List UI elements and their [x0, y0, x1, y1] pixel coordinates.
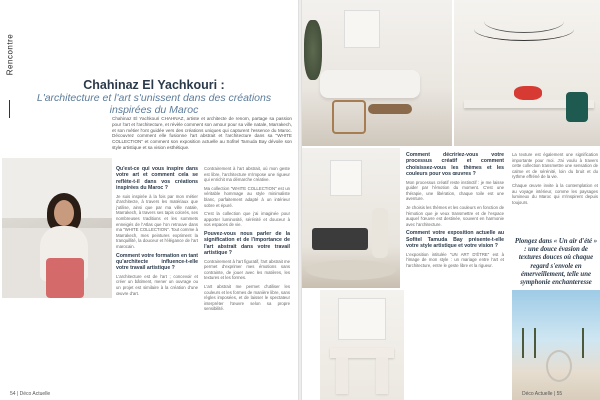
palm-tree — [522, 328, 524, 358]
console-top — [330, 348, 394, 358]
article-intro: Chahinaz El Yachkouri CHAHNAZ, artiste et architecte de renom, partage sa passion pour l'art et l'architecture, et révèle comment son amour pour sa ville natale, Marrakech, et son métier l'ont guidée vers des créations uniques qui capturent l'essence du Maroc. Découvrez comment elle fusionne l'art abstrait et l'architecture dans sa "WHITE COLLECTION" et comment son exposition actuelle au Sofitel Tamuda Bay dévoile son style artistique et sa vision esthétique. — [112, 116, 292, 150]
pendant-lamp-inner — [484, 10, 564, 33]
article-subtitle: L'architecture et l'art s'unissent dans des créations inspirées du Maroc — [36, 92, 272, 116]
article-title-block — [20, 78, 288, 116]
dining-room-photo — [454, 0, 600, 146]
answer-texture-cont: Chaque œuvre invite à la contemplation et au voyage intérieur, comme les paysages lumineux du Maroc qui m'inspirent depuis toujours. — [512, 182, 598, 205]
question-creative-process: Comment décririez-vous votre processus créatif et comment choisissez-vous les thèmes et les couleurs pour vos œuvres ? — [406, 152, 504, 178]
dark-bench — [312, 228, 368, 250]
green-chair — [566, 92, 588, 122]
question-exhibition: Comment votre exposition actuelle au Sofitel Tamuda Bay présente-t-elle votre style artistique et votre vision ? — [406, 230, 504, 250]
answer-abstract-art: Contrairement à l'art figuratif, l'art abstrait me permet d'exprimer mes émotions sans contrainte, de jouer avec les matières, les textures et les formes. — [204, 258, 290, 281]
question-architecture: Comment votre formation en tant qu'architecte influence-t-elle votre travail artistique ? — [116, 252, 198, 272]
section-divider — [9, 100, 10, 118]
answer-architecture: L'architecture est de l'art ; concevoir et créer un bâtiment, mener un ouvrage ou un projet est similaire à la création d'une œuvre d'art. — [116, 273, 198, 296]
section-label — [4, 22, 16, 92]
section-label-text: Rencontre — [5, 33, 15, 76]
plant-shape — [304, 20, 322, 80]
answer-abstract-art-cont: L'art abstrait me permet d'utiliser les couleurs et les formes de manière libre, sans règles imposées, et de laisser le spectateur interpréter l'œuvre selon sa propre sensibilité. — [204, 283, 290, 312]
coffee-table — [368, 104, 412, 114]
answer-white-collection-cont: C'est la collection que j'ai imaginée pour apporter luminosité, sérénité et douceur à vos espaces de vie. — [204, 211, 290, 228]
sofa-shape — [320, 70, 420, 98]
left-folio: 54 | Déco Actuelle — [10, 391, 51, 397]
answer-architecture-cont: Contrairement à l'art abstrait, où mon geste est libre, l'architecture m'impose une rigueur qui enrichit ma démarche créative. — [204, 166, 290, 183]
floor-lamp — [372, 208, 388, 258]
palm-tree — [582, 328, 584, 358]
portrait-face — [54, 200, 74, 226]
left-column-2 — [204, 166, 290, 315]
corner-artwork — [330, 160, 362, 196]
answer-white-collection: Ma collection "WHITE COLLECTION" est un véritable hommage au style minimaliste blanc, parfaitement adapté à un intérieur sobre et épuré. — [204, 185, 290, 208]
rattan-chair — [332, 100, 366, 134]
right-column-2 — [512, 152, 598, 208]
console-artwork — [338, 298, 386, 340]
right-folio: Déco Actuelle | 55 — [522, 391, 563, 397]
question-inspiration: Qu'est-ce qui vous inspire dans votre art et comment cela se reflète-t-il dans vos créations inspirées du Maroc ? — [116, 166, 198, 192]
answer-inspiration: Je suis inspirée à la fois par mon métier d'architecte, à travers les matériaux que j'utilise, ainsi que par ma ville natale, Marrakech, à travers ses tapis colorés, ses nombreuses traditions et les sommets enneigés de l'Atlas que l'on retrouve dans ma "WHITE COLLECTION". Tout comme à Marrakech, mes peintures expriment la tranquillité, la douceur et l'élégance de l'art marocain. — [116, 193, 199, 249]
answer-texture: La texture est également une signification importante pour moi. J'ai voulu à travers cette collection transmettre une sensation de calme et de sérénité, loin du bruit et du rythme effréné de la vie. — [512, 152, 598, 180]
white-artwork — [344, 10, 380, 48]
answer-creative-process-cont: Je choisis les thèmes et les couleurs en fonction de l'émotion que je veux transmettre et de l'espace auquel l'œuvre est destinée, souvent en harmonie avec l'architecture. — [406, 205, 504, 227]
ring-sculpture — [546, 350, 572, 382]
pull-quote: Plongez dans « Un air d'été » : une douce évasion de textures douces où chaque regard s'envole en émerveillement, telle une symphonie enchanteresse — [514, 238, 598, 287]
round-rug — [306, 260, 396, 280]
living-room-photo — [302, 0, 452, 146]
console-leg-left — [336, 358, 348, 394]
left-page — [0, 0, 298, 400]
answer-creative-process: Mon processus créatif reste instinctif : je me laisse guider par l'émotion du moment. C'est une thérapie, une libération, chaque toile est une aventure. — [406, 179, 504, 202]
beach-sculpture-photo — [512, 290, 600, 400]
console-leg-right — [376, 358, 388, 394]
article-title: Chahinaz El Yachkouri : — [83, 78, 225, 92]
portrait-dress — [46, 258, 84, 298]
question-abstract-art: Pouvez-vous nous parler de la signification et de l'importance de l'art abstrait dans votre travail artistique ? — [204, 230, 290, 257]
console-photo — [320, 290, 404, 400]
red-lobster-sculpture — [514, 86, 542, 100]
palm-tree — [534, 328, 536, 358]
artist-portrait-photo — [2, 158, 112, 298]
right-page — [302, 0, 600, 400]
answer-exhibition: L'exposition intitulée "UN ART D'ÊTRE" est à l'image de mon style : un mariage entre l'art et l'architecture, entre le geste libre et la rigueur. — [406, 251, 504, 268]
right-column-1 — [406, 152, 504, 271]
left-column-1 — [116, 166, 198, 299]
reading-corner-photo — [302, 148, 400, 288]
